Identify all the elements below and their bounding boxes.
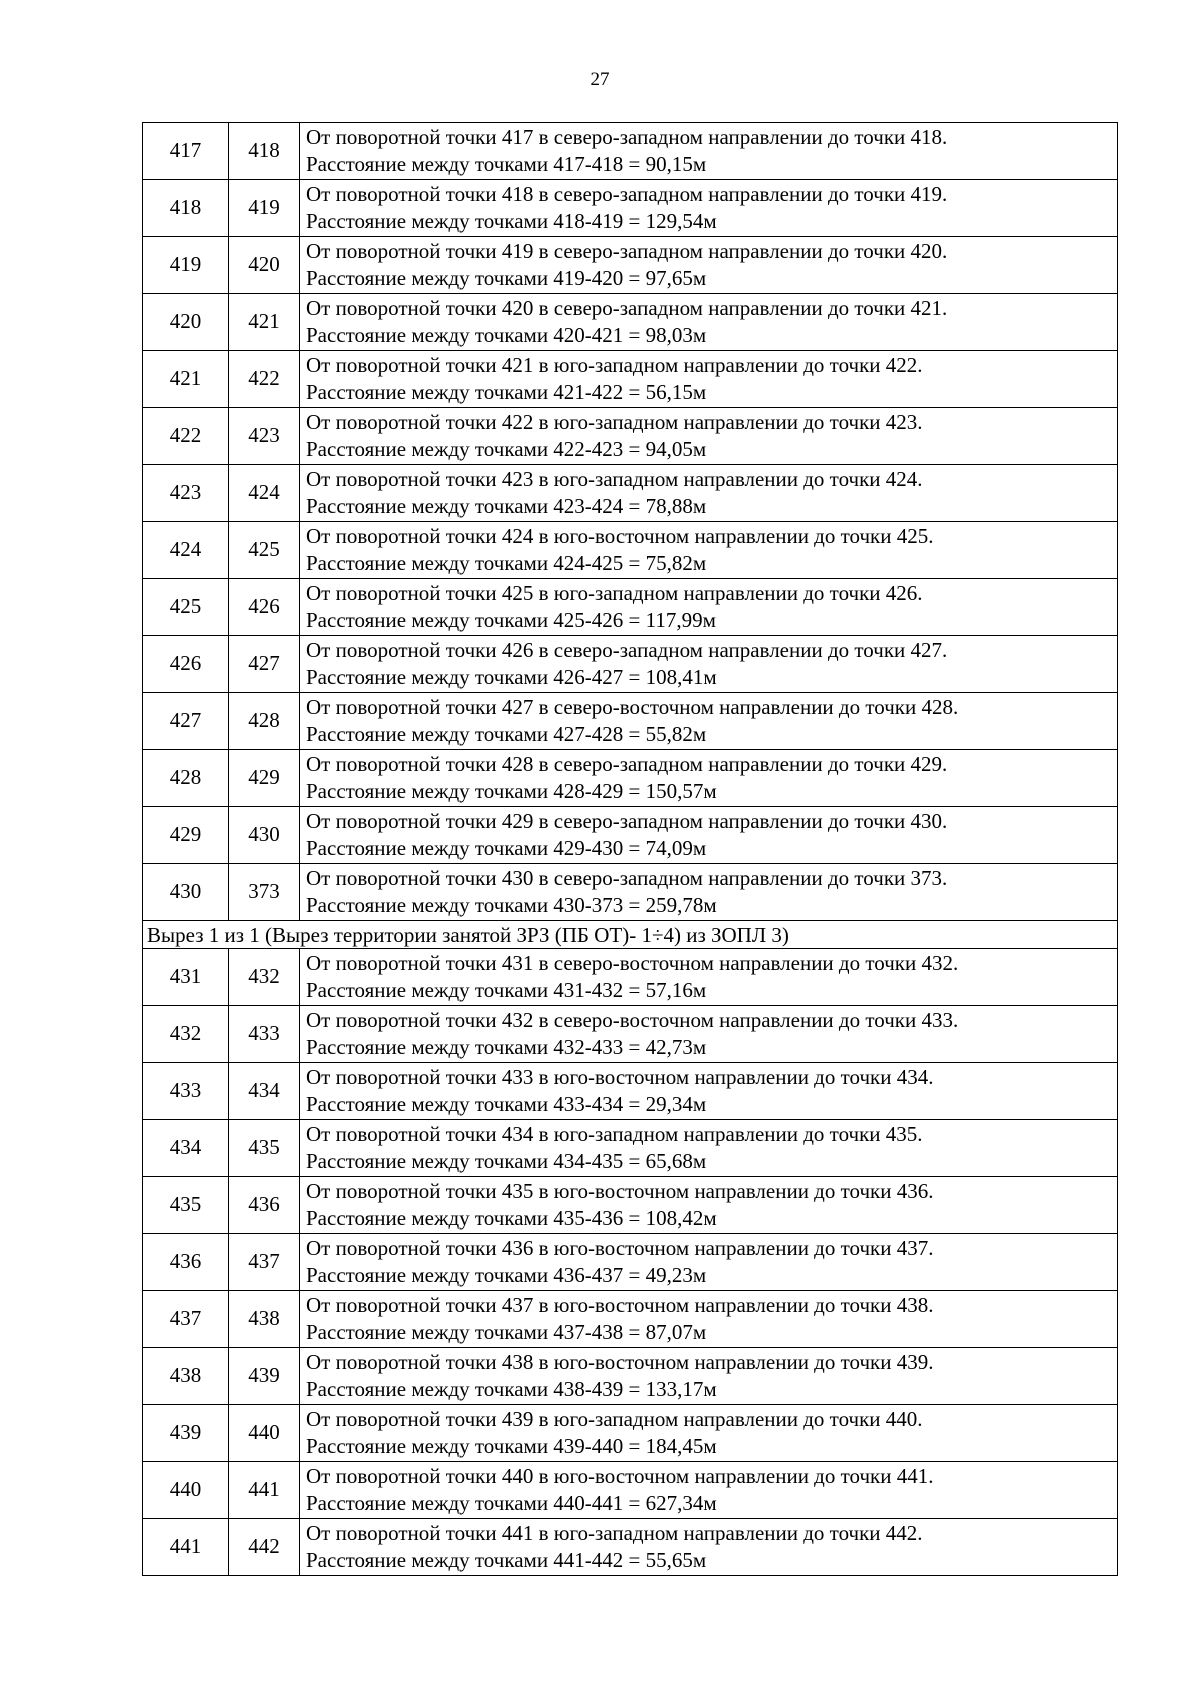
from-point-cell: 418	[143, 180, 229, 237]
table-row	[143, 522, 1118, 579]
segment-description-cell	[300, 1519, 1118, 1576]
from-point-cell: 425	[143, 579, 229, 636]
from-point-cell: 431	[143, 949, 229, 1006]
table-row	[143, 123, 1118, 180]
segment-description-cell	[300, 579, 1118, 636]
from-point-cell: 438	[143, 1348, 229, 1405]
direction-text: От поворотной точки 439 в юго-западном направлении до точки 440.	[306, 1406, 923, 1431]
segment-description-cell	[300, 1462, 1118, 1519]
distance-text: Расстояние между точками 433-434 = 29,34м	[306, 1092, 707, 1116]
distance-text: Расстояние между точками 437-438 = 87,07м	[306, 1320, 707, 1344]
from-point-cell: 428	[143, 750, 229, 807]
distance-text: Расстояние между точками 420-421 = 98,03м	[306, 323, 707, 347]
direction-text: От поворотной точки 422 в юго-западном направлении до точки 423.	[306, 409, 923, 434]
segment-description-cell	[300, 1006, 1118, 1063]
to-point-cell: 436	[229, 1177, 300, 1234]
distance-text: Расстояние между точками 418-419 = 129,54м	[306, 209, 717, 233]
to-point-cell: 418	[229, 123, 300, 180]
table-body	[143, 123, 1118, 1576]
page-number: 27	[590, 69, 610, 90]
table-row	[143, 408, 1118, 465]
distance-text: Расстояние между точками 438-439 = 133,17м	[306, 1377, 717, 1401]
to-point-cell: 435	[229, 1120, 300, 1177]
from-point-cell: 440	[143, 1462, 229, 1519]
to-point-cell: 424	[229, 465, 300, 522]
to-point-cell: 433	[229, 1006, 300, 1063]
direction-text: От поворотной точки 423 в юго-западном направлении до точки 424.	[306, 466, 923, 491]
distance-text: Расстояние между точками 435-436 = 108,42м	[306, 1206, 717, 1230]
segment-description-cell	[300, 123, 1118, 180]
table-row	[143, 1177, 1118, 1234]
table-row	[143, 636, 1118, 693]
to-point-cell: 426	[229, 579, 300, 636]
table-row	[143, 1006, 1118, 1063]
from-point-cell: 434	[143, 1120, 229, 1177]
to-point-cell: 425	[229, 522, 300, 579]
segment-description-cell	[300, 237, 1118, 294]
distance-text: Расстояние между точками 423-424 = 78,88м	[306, 494, 707, 518]
direction-text: От поворотной точки 438 в юго-восточном направлении до точки 439.	[306, 1349, 934, 1374]
table-row	[143, 807, 1118, 864]
segment-description-cell	[300, 465, 1118, 522]
from-point-cell: 441	[143, 1519, 229, 1576]
to-point-cell: 430	[229, 807, 300, 864]
segment-description-cell	[300, 1291, 1118, 1348]
from-point-cell: 439	[143, 1405, 229, 1462]
to-point-cell: 438	[229, 1291, 300, 1348]
distance-text: Расстояние между точками 441-442 = 55,65м	[306, 1548, 707, 1572]
segment-description-cell	[300, 1120, 1118, 1177]
distance-text: Расстояние между точками 417-418 = 90,15м	[306, 152, 707, 176]
direction-text: От поворотной точки 424 в юго-восточном направлении до точки 425.	[306, 523, 934, 548]
direction-text: От поворотной точки 431 в северо-восточном направлении до точки 432.	[306, 950, 959, 975]
direction-text: От поворотной точки 421 в юго-западном направлении до точки 422.	[306, 352, 923, 377]
segment-description-cell	[300, 750, 1118, 807]
table-row	[143, 579, 1118, 636]
direction-text: От поворотной точки 435 в юго-восточном направлении до точки 436.	[306, 1178, 934, 1203]
segment-description-cell	[300, 864, 1118, 921]
distance-text: Расстояние между точками 434-435 = 65,68м	[306, 1149, 707, 1173]
direction-text: От поворотной точки 429 в северо-западном направлении до точки 430.	[306, 808, 948, 833]
table-row	[143, 1348, 1118, 1405]
table-row	[143, 693, 1118, 750]
from-point-cell: 435	[143, 1177, 229, 1234]
direction-text: От поворотной точки 433 в юго-восточном направлении до точки 434.	[306, 1064, 934, 1089]
table-row	[143, 1291, 1118, 1348]
direction-text: От поворотной точки 432 в северо-восточном направлении до точки 433.	[306, 1007, 959, 1032]
section-header: Вырез 1 из 1 (Вырез территории занятой ЗРЗ (ПБ ОТ)- 1÷4) из ЗОПЛ 3)	[143, 921, 1118, 949]
distance-text: Расстояние между точками 436-437 = 49,23м	[306, 1263, 707, 1287]
table-row	[143, 294, 1118, 351]
direction-text: От поворотной точки 430 в северо-западном направлении до точки 373.	[306, 865, 948, 890]
segment-description-cell	[300, 1177, 1118, 1234]
direction-text: От поворотной точки 428 в северо-западном направлении до точки 429.	[306, 751, 948, 776]
distance-text: Расстояние между точками 430-373 = 259,78м	[306, 893, 717, 917]
from-point-cell: 432	[143, 1006, 229, 1063]
from-point-cell: 429	[143, 807, 229, 864]
table-row	[143, 180, 1118, 237]
table-row	[143, 1063, 1118, 1120]
to-point-cell: 419	[229, 180, 300, 237]
distance-text: Расстояние между точками 424-425 = 75,82м	[306, 551, 707, 575]
distance-text: Расстояние между точками 431-432 = 57,16м	[306, 978, 707, 1002]
from-point-cell: 427	[143, 693, 229, 750]
to-point-cell: 429	[229, 750, 300, 807]
to-point-cell: 440	[229, 1405, 300, 1462]
distance-text: Расстояние между точками 428-429 = 150,57м	[306, 779, 717, 803]
segment-description-cell	[300, 807, 1118, 864]
from-point-cell: 421	[143, 351, 229, 408]
from-point-cell: 420	[143, 294, 229, 351]
direction-text: От поворотной точки 418 в северо-западном направлении до точки 419.	[306, 181, 948, 206]
segment-description-cell	[300, 693, 1118, 750]
direction-text: От поворотной точки 437 в юго-восточном направлении до точки 438.	[306, 1292, 934, 1317]
segment-description-cell	[300, 180, 1118, 237]
distance-text: Расстояние между точками 421-422 = 56,15м	[306, 380, 707, 404]
distance-text: Расстояние между точками 432-433 = 42,73м	[306, 1035, 707, 1059]
table-row	[143, 1519, 1118, 1576]
segment-description-cell	[300, 351, 1118, 408]
from-point-cell: 437	[143, 1291, 229, 1348]
from-point-cell: 430	[143, 864, 229, 921]
segment-description-cell	[300, 522, 1118, 579]
segment-description-cell	[300, 1234, 1118, 1291]
direction-text: От поворотной точки 434 в юго-западном направлении до точки 435.	[306, 1121, 923, 1146]
from-point-cell: 426	[143, 636, 229, 693]
from-point-cell: 433	[143, 1063, 229, 1120]
to-point-cell: 428	[229, 693, 300, 750]
distance-text: Расстояние между точками 427-428 = 55,82м	[306, 722, 707, 746]
to-point-cell: 437	[229, 1234, 300, 1291]
to-point-cell: 373	[229, 864, 300, 921]
to-point-cell: 434	[229, 1063, 300, 1120]
to-point-cell: 439	[229, 1348, 300, 1405]
to-point-cell: 421	[229, 294, 300, 351]
direction-text: От поворотной точки 440 в юго-восточном направлении до точки 441.	[306, 1463, 934, 1488]
table-row	[143, 949, 1118, 1006]
direction-text: От поворотной точки 420 в северо-западном направлении до точки 421.	[306, 295, 948, 320]
table-row	[143, 1120, 1118, 1177]
table-row	[143, 465, 1118, 522]
direction-text: От поворотной точки 417 в северо-западном направлении до точки 418.	[306, 124, 948, 149]
boundary-description-table	[142, 122, 1118, 1576]
segment-description-cell	[300, 1405, 1118, 1462]
distance-text: Расстояние между точками 426-427 = 108,41м	[306, 665, 717, 689]
to-point-cell: 442	[229, 1519, 300, 1576]
section-header-row	[143, 921, 1118, 949]
from-point-cell: 424	[143, 522, 229, 579]
direction-text: От поворотной точки 427 в северо-восточном направлении до точки 428.	[306, 694, 959, 719]
direction-text: От поворотной точки 441 в юго-западном направлении до точки 442.	[306, 1520, 923, 1545]
table-row	[143, 864, 1118, 921]
direction-text: От поворотной точки 436 в юго-восточном направлении до точки 437.	[306, 1235, 934, 1260]
direction-text: От поворотной точки 426 в северо-западном направлении до точки 427.	[306, 637, 948, 662]
distance-text: Расстояние между точками 425-426 = 117,99м	[306, 608, 716, 632]
direction-text: От поворотной точки 419 в северо-западном направлении до точки 420.	[306, 238, 948, 263]
table-row	[143, 1405, 1118, 1462]
table-row	[143, 750, 1118, 807]
segment-description-cell	[300, 636, 1118, 693]
from-point-cell: 423	[143, 465, 229, 522]
segment-description-cell	[300, 294, 1118, 351]
from-point-cell: 422	[143, 408, 229, 465]
to-point-cell: 420	[229, 237, 300, 294]
direction-text: От поворотной точки 425 в юго-западном направлении до точки 426.	[306, 580, 923, 605]
distance-text: Расстояние между точками 429-430 = 74,09м	[306, 836, 707, 860]
table-row	[143, 351, 1118, 408]
distance-text: Расстояние между точками 422-423 = 94,05м	[306, 437, 707, 461]
distance-text: Расстояние между точками 440-441 = 627,34м	[306, 1491, 717, 1515]
segment-description-cell	[300, 408, 1118, 465]
distance-text: Расстояние между точками 419-420 = 97,65м	[306, 266, 707, 290]
to-point-cell: 423	[229, 408, 300, 465]
segment-description-cell	[300, 949, 1118, 1006]
from-point-cell: 436	[143, 1234, 229, 1291]
from-point-cell: 419	[143, 237, 229, 294]
table-row	[143, 1234, 1118, 1291]
to-point-cell: 432	[229, 949, 300, 1006]
table-row	[143, 1462, 1118, 1519]
table-row	[143, 237, 1118, 294]
distance-text: Расстояние между точками 439-440 = 184,45м	[306, 1434, 717, 1458]
to-point-cell: 441	[229, 1462, 300, 1519]
to-point-cell: 422	[229, 351, 300, 408]
to-point-cell: 427	[229, 636, 300, 693]
segment-description-cell	[300, 1063, 1118, 1120]
segment-description-cell	[300, 1348, 1118, 1405]
from-point-cell: 417	[143, 123, 229, 180]
